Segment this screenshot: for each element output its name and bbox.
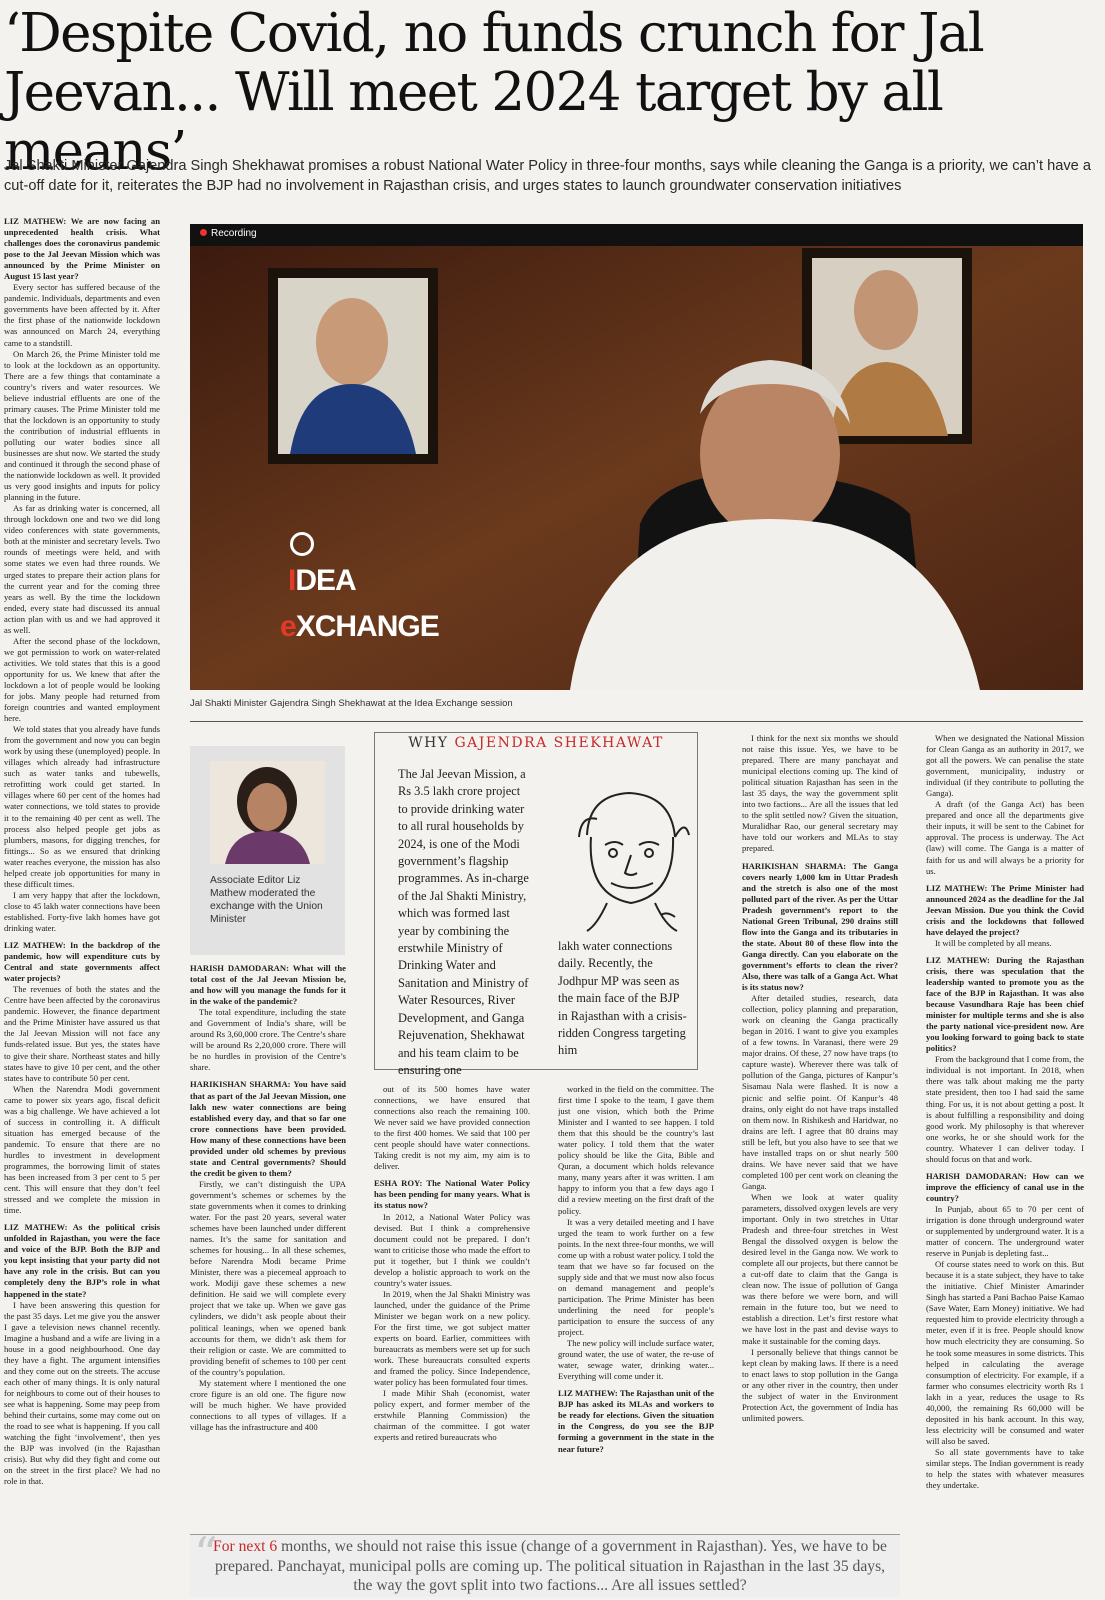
answer-paragraph: I am very happy that after the lockdown, close to 45 lakh water connections have been established. Forty-five lakh homes have got drinking water. bbox=[4, 889, 160, 933]
question-paragraph: LIZ MATHEW: As the political crisis unfolded in Rajasthan, you were the face and voice of the BJP. Both the BJP and you kept insisting that your party did not have any role in the crisis. But can you completely deny the BJP’s role in what happened in the state? bbox=[4, 1222, 160, 1299]
standfirst: Jal Shakti Minister Gajendra Singh Shekhawat promises a robust National Water Policy in three-four months, says while cleaning the Ganga is a priority, we can’t have a cut-off date for it, reiterates the BJP had no involvement in Rajasthan crisis, and urges states to launch groundwater conservation initiatives bbox=[4, 158, 1091, 194]
answer-paragraph: A draft (of the Ganga Act) has been prepared and once all the departments give their inputs, it will be sent to the Cabinet for approval. The process is underway. The Act (law) will come. The Ganga is a matter of faith for us and will always be a priority for us. bbox=[926, 799, 1084, 876]
question-paragraph: LIZ MATHEW: In the backdrop of the pandemic, how will expenditure cuts by Central and state governments affect water projects? bbox=[4, 940, 160, 984]
article-column-4 bbox=[558, 1084, 714, 1528]
answer-paragraph: Of course states need to work on this. But because it is a state subject, they have to take the initiative. Chief Minister Amarinder Singh has started a Pani Bachao Paise Kamao (Save Water, Earn Money) initiative. We had requested him to provide electricity through a meter, even if it is free. People should know how much electricity they are consuming. So he took some measures in some districts. This helped in calculating the average consumption of electricity. For example, if a farmer who consumes electricity worth Rs 1 lakh in a year, reduces the usage to Rs 40,000, the remaining Rs 60,000 will be deposited in his bank account. In this way, less electricity will be consumed and water will also be saved. bbox=[926, 1259, 1084, 1446]
answer-paragraph: I think for the next six months we should not raise this issue. Yes, we have to be prepared. There are many panchayat and municipal elections coming up. The kind of political situation Rajasthan has seen in the last 35 days, the way the government split into two factions... Are all the issues that led to the split settled now? Given the situation, Muralidhar Rao, our general secretary may have told our workers and MLAs to stay prepared. bbox=[742, 733, 898, 854]
article-column-6 bbox=[926, 733, 1084, 1596]
answer-paragraph: After the second phase of the lockdown, we got permission to work on water-related activities. We told states that this is a good opportunity for us. We knew that after the lockdown a lot of people would be looking for jobs. Many people had returned from foreign countries and wanted employment here. bbox=[4, 635, 160, 724]
idea-exchange-logo: IDEA eXCHANGE bbox=[266, 524, 466, 654]
answer-paragraph: I personally believe that things cannot be kept clean by making laws. If there is a need to enact laws to stop pollution in the Ganga or any other river in the country, then under the subject of water in the Environment Protection Act, the government of India has unlimited powers. bbox=[742, 1346, 898, 1423]
caricature-illustration bbox=[567, 775, 697, 933]
question-paragraph: LIZ MATHEW: We are now facing an unprecedented health crisis. What challenges does the coronavirus pandemic pose to the Jal Jeevan Mission which was announced by the Prime Minister on August 15 last year? bbox=[4, 216, 160, 282]
why-box-title: WHY GAJENDRA SHEKHAWAT bbox=[408, 735, 664, 751]
photo-caption: Jal Shakti Minister Gajendra Singh Shekhawat at the Idea Exchange session bbox=[190, 698, 513, 709]
answer-paragraph: My statement where I mentioned the one crore figure is an old one. The figure now will be much higher. We have provided connections to all types of villages. If a village has the infrastructure and 400 bbox=[190, 1377, 346, 1432]
answer-paragraph: The new policy will include surface water, ground water, the use of water, the re-use of water, sewage water, drinking water... Everything will come under it. bbox=[558, 1338, 714, 1382]
question-paragraph: HARIKISHAN SHARMA: You have said that as part of the Jal Jeevan Mission, one lakh new water connections are being established every day, and that so far one crore connections have been provided. How many of these connections have been provided under old schemes by previous state and Central governments? Should the credit be given to them? bbox=[190, 1079, 346, 1178]
answer-paragraph: It was a very detailed meeting and I have urged the team to work further on a few points. In the next three-four months, we will come up with a robust water policy. I told the team that we have so far focused on the supply side and that we must now also focus on demand management and people’s participation. The Prime Minister has been underlining the need for people’s participation to ensure the success of any project. bbox=[558, 1216, 714, 1338]
answer-paragraph: So all state governments have to take similar steps. The Indian government is ready to help the states with whatever measures they undertake. bbox=[926, 1446, 1084, 1491]
answer-paragraph: In Punjab, about 65 to 70 per cent of irrigation is done through underground water or supplemented by underground water. It is a matter of concern. The underground water reserve in Punjab is depleting fast... bbox=[926, 1203, 1084, 1259]
answer-paragraph: out of its 500 homes have water connections, we have ensured that connections also reach the remaining 100. We never said we have provided connection to the first 400 homes. We said that 100 per cent people should have water connections. Taking credit is not my aim, my aim is to deliver. bbox=[374, 1084, 530, 1172]
moderator-photo bbox=[210, 761, 325, 864]
answer-paragraph: After detailed studies, research, data collection, policy planning and preparation, work on cleaning the Ganga practically began in 2016. I want to give you examples of a few towns. In Varanasi, there were 29 major drains. Of these, 27 now have traps (to capture waste). Wherever there was talk of pollution of the Ganga, pictures of Kanpur’s Sisamau Nala were flashed. It is now a picnic and selfie point. Of Kanpur’s 48 drains, only eight do not have traps installed on them now. In Rishikesh and Haridwar, no drains are left. I agree that 80 drains may still be left, but you also have to see that we have installed traps on or shut nearly 500 drains. We have never said that we have completed 100 per cent work on cleaning the Ganga. bbox=[742, 993, 898, 1191]
divider bbox=[190, 721, 1083, 722]
headline: ‘Despite Covid, no funds crunch for Jal Jeevan... Will meet 2024 target by all means’ bbox=[4, 3, 984, 182]
article-column-2 bbox=[190, 963, 346, 1528]
answer-paragraph: We told states that you already have funds from the government and now you can begin work by using these (unemployed) people. In villages which already had infrastructure such as water tanks and tubewells, retrofitting work could get started. In villages where 60 per cent of the homes had water connections, we told states to provide it to the remaining 40 per cent as well. The process also helped people get jobs as plumbers, masons, for digging trenches, for fittings... So as we ensured that drinking water reaches everyone, the mission has also helped create job opportunities for many in these difficult times. bbox=[4, 724, 160, 889]
question-paragraph: HARISH DAMODARAN: How can we improve the efficiency of canal use in the country? bbox=[926, 1170, 1084, 1203]
moderator-portrait bbox=[210, 761, 325, 864]
question-paragraph: HARISH DAMODARAN: What will the total cost of the Jal Jeevan Mission be, and how will you manage the funds for it in the wake of the pandemic? bbox=[190, 963, 346, 1007]
article-column-3 bbox=[374, 1084, 530, 1528]
video-call-photo bbox=[190, 224, 1083, 690]
answer-paragraph: On March 26, the Prime Minister told me to look at the lockdown as an opportunity. There are a few things that contaminate a country’s rivers and water resources. We believe industrial effluents are one of the primary causes. The Prime Minister told me that the lockdown is an opportunity to study the contribution of industrial effluents in polluting our water bodies since all businesses are shut now. We started the study and continued it through the second phase of the nationwide lockdown as well. It provided us very good insights and inputs for policy planning in the future. bbox=[4, 348, 160, 503]
answer-paragraph: In 2012, a National Water Policy was devised. But I think a comprehensive document could not be prepared. I don’t want to criticise those who made the effort to put it together, but I think we couldn’t develop a holistic approach to work on the country’s water issues. bbox=[374, 1211, 530, 1288]
why-box-text-continued: lakh water connections daily. Recently, the Jodhpur MP was seen as the main face of the BJP in Rajasthan with a crisis-ridden Congress targeting him bbox=[558, 939, 687, 1058]
answer-paragraph: I made Mihir Shah (economist, water policy expert, and former member of the erstwhile Planning Commission) the chairman of the committee. I got water experts and retired bureaucrats who bbox=[374, 1388, 530, 1443]
quote-mark-icon: “ bbox=[194, 1527, 218, 1581]
question-paragraph: LIZ MATHEW: The Prime Minister had announced 2024 as the deadline for the Jal Jeevan Mission. Due you think the Covid crisis and the lockdowns that followed have delayed the project? bbox=[926, 882, 1084, 937]
question-paragraph: LIZ MATHEW: During the Rajasthan crisis, there was speculation that the leadership wanted to promote you as the face of the BJP in Rajasthan. It was also because Vasundhara Raje has been chief minister for multiple terms and she is also the party national vice-president now. Are you looking forward to going back to state politics? bbox=[926, 954, 1084, 1054]
recording-indicator: Recording bbox=[200, 228, 257, 239]
answer-paragraph: When we designated the National Mission for Clean Ganga as an authority in 2017, we got all the powers. We can penalise the state government, municipality, industry or individual (if they contribute to polluting the Ganga). bbox=[926, 733, 1084, 799]
answer-paragraph: worked in the field on the committee. The first time I spoke to the team, I gave them just one vision, which both the Prime Minister and I wanted to see happen. I told them that this should be the country’s last water policy. I told them that the water policy should be like the Gita, Bible and Quran, a document which holds relevance many, many years after it was written. I am happy to inform you that a few days ago I did a review meeting on the first draft of the policy. bbox=[558, 1084, 714, 1216]
record-dot-icon bbox=[200, 229, 207, 236]
answer-paragraph: It will be completed by all means. bbox=[935, 937, 1052, 948]
answer-paragraph: The revenues of both the states and the Centre have been affected by the coronavirus pandemic. However, the finance department and the Prime Minister have assured us that the Jal Jeevan Mission will not face any funds-related issue. But yes, the states have to give their share. Northeast states and hilly states have to give 10 per cent, and the other states have to contribute 50 per cent. bbox=[4, 984, 160, 1083]
why-box-text: The Jal Jeevan Mission, a Rs 3.5 lakh crore project to provide drinking water to all rural households by 2024, is one of the Modi government’s flagship programmes. As in-charge of the Jal Shakti Ministry, which was formed last year by combining the erstwhile Ministry of Drinking Water and Sanitation and Ministry of Water Resources, River Development, and Ganga Rejuvenation, Shekhawat and his team claim to be ensuring one bbox=[398, 767, 529, 1077]
moderator-caption: Associate Editor Liz Mathew moderated the exchange with the Union Minister bbox=[210, 875, 323, 925]
answer-paragraph: In 2019, when the Jal Shakti Ministry was launched, under the guidance of the Prime Minister we began work on a new policy. For the first time, we got subject matter experts on board. Earlier, committees with bureaucrats as members were set up for such work. These bureaucrats consulted experts and framed the policy. Since Independence, water policy has been formulated four times. bbox=[374, 1288, 530, 1388]
pull-quote: For next 6 months, we should not raise this issue (change of a government in Rajasthan). Yes, we have to be prepared. Panchayat, municipal polls are coming up. The political situation in Rajasthan in the last 35 days, the way the govt split into two factions... Are all issues settled? bbox=[213, 1538, 887, 1594]
answer-paragraph: I have been answering this question for the past 35 days. Let me give you the answer I gave a television news channel recently. Imagine a husband and a wife are living in a house in a good neighbourhood. One day they have a fight. The argument intensifies and they come out on the streets. The accuse each other of many things. It is only natural for neighbours to come out of their houses to see what is happening. Some may peep from behind their curtains, some may come out on the road to see what is happening. If you call watching the fight ‘involvement’, then yes the BJP was involved (in the Rajasthan crisis). But why did they fight and come out on the street in the first place? We had no role in that. bbox=[4, 1299, 160, 1487]
answer-paragraph: As far as drinking water is concerned, all through lockdown one and two we did long video conferences with state governments, both at the minister and secretary levels. Two rounds of meetings were held, and with some states we even had three rounds. We urged states to prepare their action plans for the current year and for the coming three years as well. By the time the lockdown ended, every state had discussed its annual action plan with us and we had approved it as well. bbox=[4, 503, 160, 635]
answer-paragraph: Every sector has suffered because of the pandemic. Individuals, departments and even governments have been affected by it. After the first phase of the nationwide lockdown was announced on March 24, everything came to a standstill. bbox=[4, 282, 160, 348]
article-column-5 bbox=[742, 733, 898, 1528]
answer-paragraph: When the Narendra Modi government came to power six years ago, fiscal deficit was a big challenge. We have achieved a lot of success in controlling it. A difficult situation has emerged because of the pandemic. To ensure that there are no hurdles to investment in development programmes, the borrowing limit of states has been increased from 3 per cent to 5 per cent. This will ensure that they don’t feel stressed and we complete the mission in time. bbox=[4, 1083, 160, 1216]
answer-paragraph: The total expenditure, including the state and Government of India’s share, will be around Rs 3,60,000 crore. The Centre’s share will be around Rs 2,20,000 crore. There will be no hurdles in provision of the Centre’s share. bbox=[190, 1007, 346, 1073]
question-paragraph: HARIKISHAN SHARMA: The Ganga covers nearly 1,000 km in Uttar Pradesh and the stretch is also one of the most polluted part of the river. As per the Uttar Pradesh government’s report to the National Green Tribunal, 290 drains still flow into the Ganga and its tributaries in the state. About 80 of these flow into the Ganga directly. Can you elaborate on the government’s efforts to clean the river? Also, there was talk of a Ganga Act. What is its status now? bbox=[742, 860, 898, 993]
bulb-icon bbox=[290, 532, 314, 556]
question-paragraph: LIZ MATHEW: The Rajasthan unit of the BJP has asked its MLAs and workers to be ready for elections. Given the situation in the Congress, do you see the BJP forming a government in the state in the near future? bbox=[558, 1388, 714, 1454]
question-paragraph: ESHA ROY: The National Water Policy has been pending for many years. What is its status now? bbox=[374, 1178, 530, 1211]
article-column-1 bbox=[4, 216, 160, 1596]
answer-paragraph: From the background that I come from, the individual is not important. In 2018, when there was talk about making me the party state president, then too I had said the same thing. For us, it is not about getting a post. It is about fulfilling a responsibility and doing good work. My philosophy is that wherever one works, he or she should work for the country. Whatever I can deliver today. I should focus on that and work. bbox=[926, 1054, 1084, 1164]
answer-paragraph: When we look at water quality parameters, dissolved oxygen levels are very important. Only in two stretches in Uttar Pradesh and three-four stretches in West Bengal the dissolved oxygen is below the desired level in the Ganga now. We work to complete all our projects, but there cannot be a cut-off date to claim that the Ganga is clean now. The issue of pollution of Ganga was there before we were born, and will remain in the future too, but we need to establish a direction. Let’s first restore what we have lost in the past and devise ways to make it sustainable for the coming days. bbox=[742, 1191, 898, 1346]
caricature-drawing bbox=[567, 775, 697, 933]
answer-paragraph: Firstly, we can’t distinguish the UPA government’s schemes or schemes by the state governments when it comes to drinking water. For the past 20 years, several water schemes have been launched under different names. It’s the same for sanitation and schemes for housing... In all these schemes, before Narendra Modi became Prime Minister, there was a piecemeal approach to work. Modiji gave these schemes a new definition. He said we will complete every project that we take up. When we gave gas cylinders, we didn’t ask people about their political leanings, when we opened bank accounts for them, we didn’t ask them for their religion or caste. We are committed to providing benefit of schemes to 100 per cent of the country’s population. bbox=[190, 1178, 346, 1377]
